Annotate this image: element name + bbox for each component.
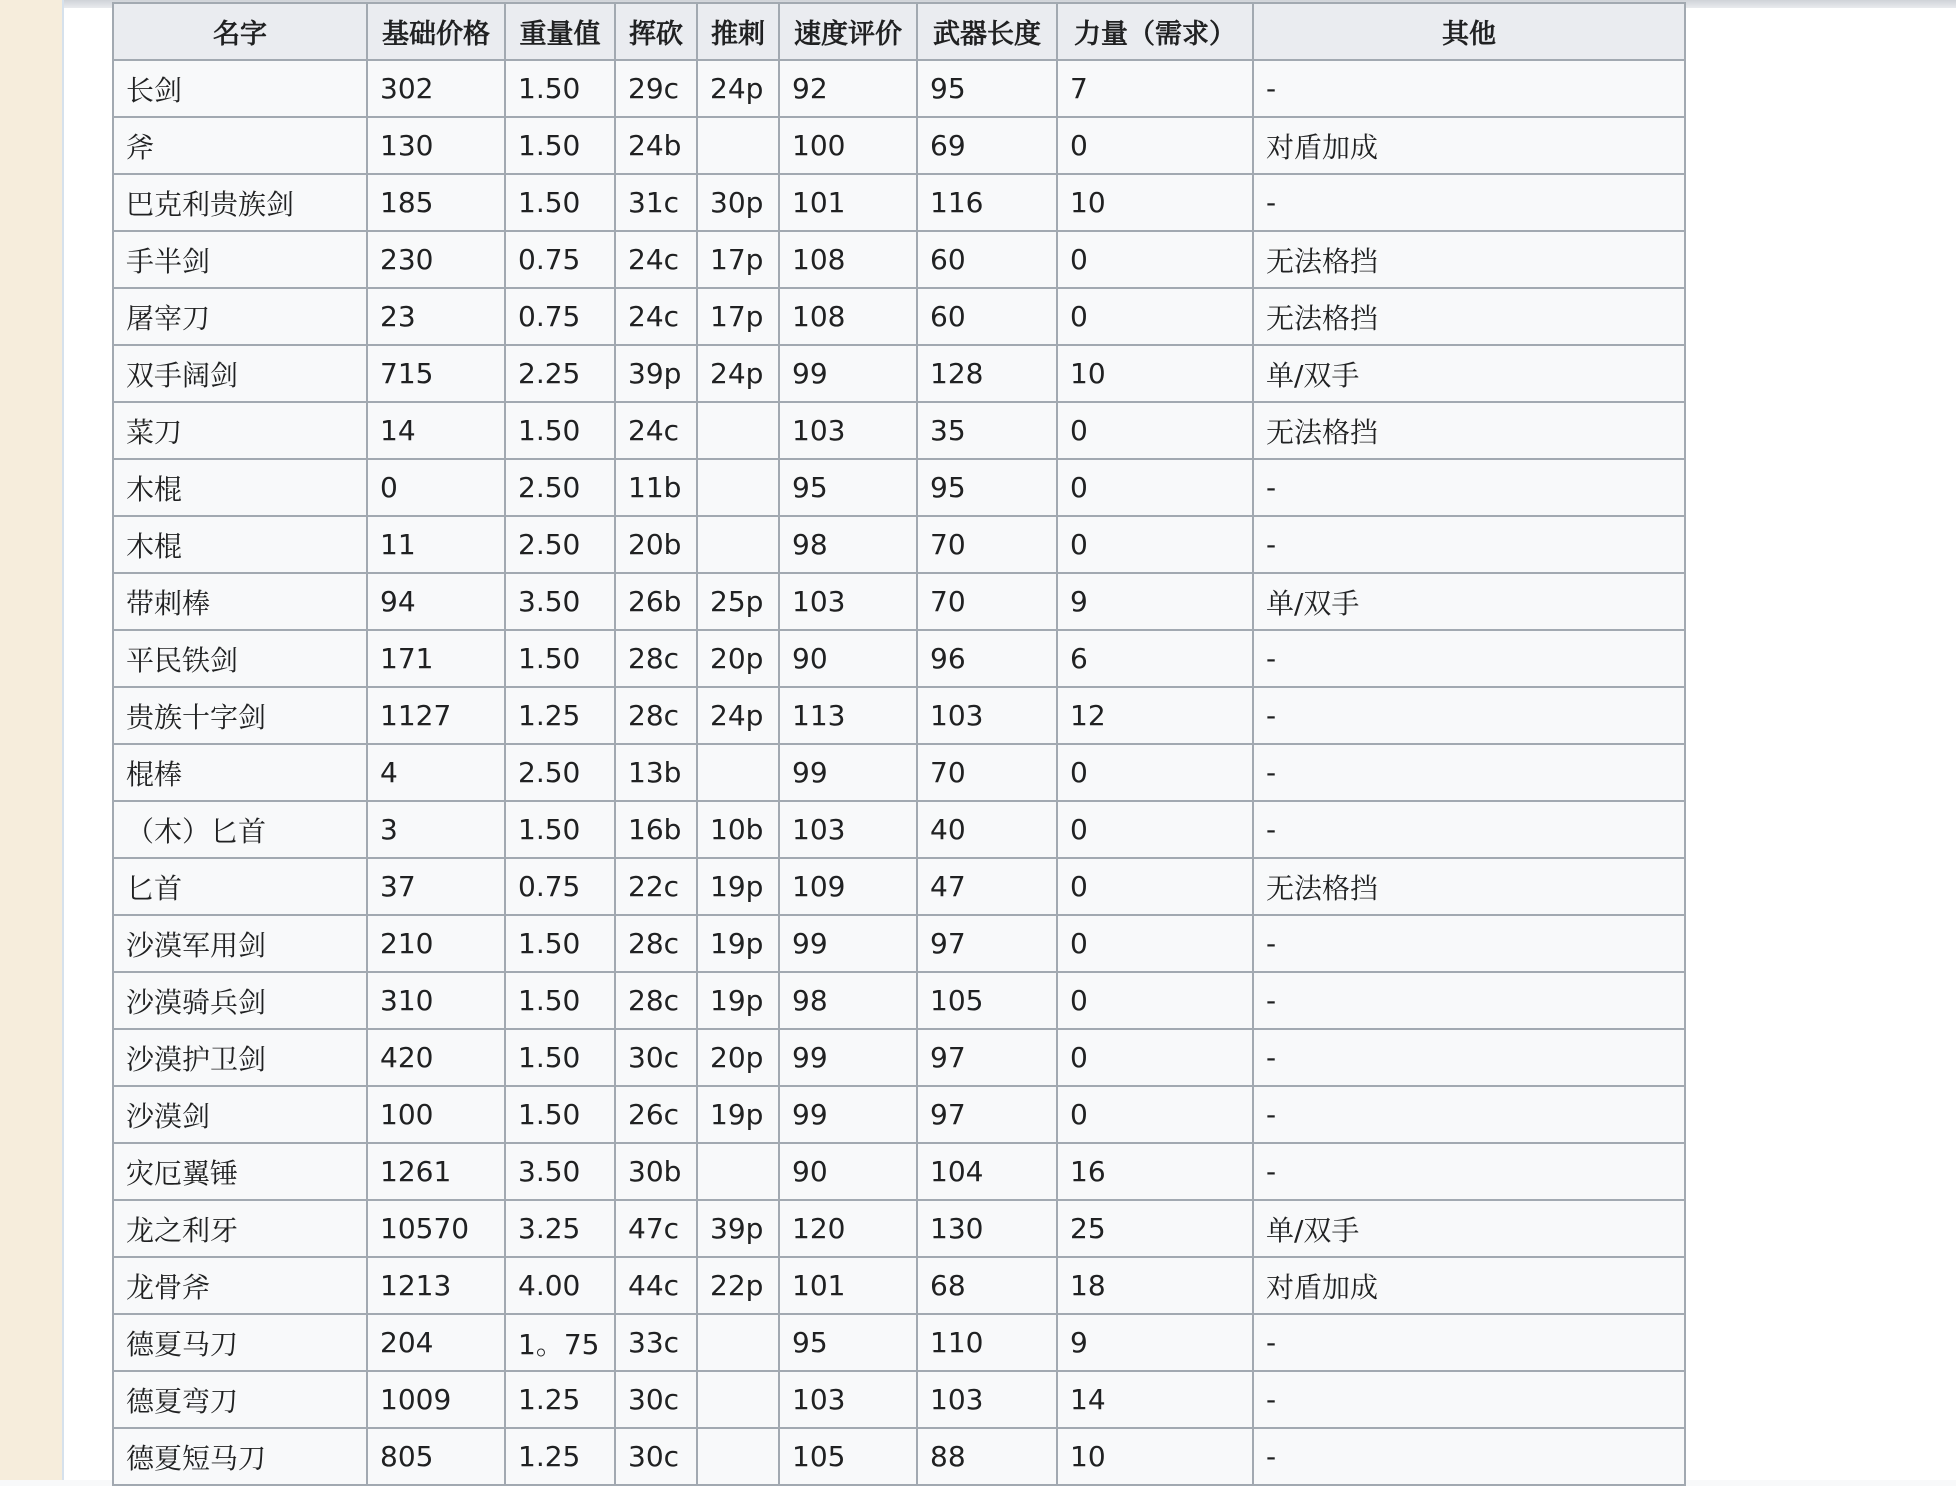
cell-speed: 105	[779, 1428, 917, 1485]
cell-length: 97	[917, 1029, 1057, 1086]
cell-name: 德夏马刀	[113, 1314, 367, 1371]
cell-speed: 101	[779, 174, 917, 231]
cell-speed: 103	[779, 573, 917, 630]
cell-name: 菜刀	[113, 402, 367, 459]
cell-speed: 99	[779, 1086, 917, 1143]
cell-base-price: 23	[367, 288, 505, 345]
cell-weight: 1.50	[505, 630, 615, 687]
cell-name: 木棍	[113, 516, 367, 573]
table-row	[113, 345, 1685, 402]
cell-length: 70	[917, 744, 1057, 801]
cell-speed: 103	[779, 1371, 917, 1428]
table-body	[113, 60, 1685, 1485]
cell-name: 带刺棒	[113, 573, 367, 630]
cell-weight: 1.50	[505, 402, 615, 459]
cell-name: 灾厄翼锤	[113, 1143, 367, 1200]
cell-other: -	[1253, 801, 1685, 858]
cell-other: -	[1253, 972, 1685, 1029]
cell-name: 巴克利贵族剑	[113, 174, 367, 231]
cell-other: 单/双手	[1253, 573, 1685, 630]
cell-name: 龙之利牙	[113, 1200, 367, 1257]
column-header-length[interactable]: 武器长度	[917, 3, 1057, 60]
cell-thrust: 17p	[697, 231, 779, 288]
cell-weight: 1.50	[505, 1029, 615, 1086]
table-row	[113, 801, 1685, 858]
column-header-weight[interactable]: 重量值	[505, 3, 615, 60]
cell-other: -	[1253, 174, 1685, 231]
cell-thrust: 24p	[697, 687, 779, 744]
cell-length: 47	[917, 858, 1057, 915]
cell-length: 69	[917, 117, 1057, 174]
cell-base-price: 171	[367, 630, 505, 687]
cell-other: 单/双手	[1253, 1200, 1685, 1257]
cell-length: 88	[917, 1428, 1057, 1485]
cell-thrust: 20p	[697, 630, 779, 687]
cell-thrust	[697, 516, 779, 573]
column-header-strength[interactable]: 力量（需求）	[1057, 3, 1253, 60]
cell-weight: 3.25	[505, 1200, 615, 1257]
cell-speed: 108	[779, 231, 917, 288]
cell-weight: 1.25	[505, 1371, 615, 1428]
cell-base-price: 10570	[367, 1200, 505, 1257]
cell-swing: 30b	[615, 1143, 697, 1200]
cell-name: 棍棒	[113, 744, 367, 801]
cell-other: -	[1253, 1371, 1685, 1428]
cell-thrust: 10b	[697, 801, 779, 858]
cell-strength: 0	[1057, 117, 1253, 174]
cell-length: 40	[917, 801, 1057, 858]
cell-swing: 30c	[615, 1428, 697, 1485]
cell-length: 104	[917, 1143, 1057, 1200]
cell-swing: 28c	[615, 630, 697, 687]
cell-name: 木棍	[113, 459, 367, 516]
cell-thrust: 24p	[697, 60, 779, 117]
cell-weight: 2.50	[505, 459, 615, 516]
cell-swing: 31c	[615, 174, 697, 231]
cell-swing: 20b	[615, 516, 697, 573]
cell-name: 贵族十字剑	[113, 687, 367, 744]
cell-length: 68	[917, 1257, 1057, 1314]
cell-weight: 1.50	[505, 915, 615, 972]
cell-base-price: 4	[367, 744, 505, 801]
cell-length: 97	[917, 915, 1057, 972]
cell-thrust: 39p	[697, 1200, 779, 1257]
cell-strength: 0	[1057, 288, 1253, 345]
cell-base-price: 210	[367, 915, 505, 972]
cell-other: 无法格挡	[1253, 288, 1685, 345]
cell-speed: 113	[779, 687, 917, 744]
cell-thrust: 19p	[697, 858, 779, 915]
table-row	[113, 1371, 1685, 1428]
cell-speed: 103	[779, 402, 917, 459]
table-row	[113, 516, 1685, 573]
cell-speed: 109	[779, 858, 917, 915]
cell-other: -	[1253, 459, 1685, 516]
cell-swing: 29c	[615, 60, 697, 117]
cell-swing: 47c	[615, 1200, 697, 1257]
cell-weight: 1.25	[505, 1428, 615, 1485]
table-row	[113, 744, 1685, 801]
cell-swing: 24c	[615, 402, 697, 459]
cell-speed: 90	[779, 1143, 917, 1200]
left-sidebar-rail	[0, 0, 62, 1480]
cell-weight: 1.50	[505, 972, 615, 1029]
cell-swing: 44c	[615, 1257, 697, 1314]
cell-name: 沙漠军用剑	[113, 915, 367, 972]
table-row	[113, 402, 1685, 459]
cell-name: 平民铁剑	[113, 630, 367, 687]
cell-strength: 0	[1057, 1086, 1253, 1143]
cell-strength: 0	[1057, 1029, 1253, 1086]
cell-other: 对盾加成	[1253, 117, 1685, 174]
cell-swing: 30c	[615, 1029, 697, 1086]
cell-weight: 1.50	[505, 174, 615, 231]
cell-length: 96	[917, 630, 1057, 687]
cell-swing: 30c	[615, 1371, 697, 1428]
cell-strength: 16	[1057, 1143, 1253, 1200]
cell-speed: 98	[779, 972, 917, 1029]
cell-thrust	[697, 402, 779, 459]
cell-weight: 1.50	[505, 1086, 615, 1143]
table-row	[113, 687, 1685, 744]
cell-speed: 101	[779, 1257, 917, 1314]
cell-base-price: 204	[367, 1314, 505, 1371]
cell-strength: 9	[1057, 573, 1253, 630]
cell-speed: 103	[779, 801, 917, 858]
cell-name: 屠宰刀	[113, 288, 367, 345]
cell-strength: 12	[1057, 687, 1253, 744]
cell-other: 单/双手	[1253, 345, 1685, 402]
cell-weight: 2.50	[505, 744, 615, 801]
cell-length: 97	[917, 1086, 1057, 1143]
table-row	[113, 288, 1685, 345]
cell-weight: 4.00	[505, 1257, 615, 1314]
cell-strength: 6	[1057, 630, 1253, 687]
cell-base-price: 230	[367, 231, 505, 288]
cell-strength: 0	[1057, 915, 1253, 972]
cell-length: 95	[917, 60, 1057, 117]
cell-length: 105	[917, 972, 1057, 1029]
cell-weight: 0.75	[505, 231, 615, 288]
cell-thrust: 30p	[697, 174, 779, 231]
cell-name: 龙骨斧	[113, 1257, 367, 1314]
cell-base-price: 1213	[367, 1257, 505, 1314]
cell-speed: 92	[779, 60, 917, 117]
cell-swing: 28c	[615, 915, 697, 972]
cell-swing: 24c	[615, 288, 697, 345]
cell-strength: 14	[1057, 1371, 1253, 1428]
cell-weight: 1.50	[505, 117, 615, 174]
cell-other: -	[1253, 1314, 1685, 1371]
cell-other: 无法格挡	[1253, 231, 1685, 288]
cell-swing: 22c	[615, 858, 697, 915]
table-row	[113, 459, 1685, 516]
cell-length: 110	[917, 1314, 1057, 1371]
cell-base-price: 130	[367, 117, 505, 174]
cell-thrust	[697, 1371, 779, 1428]
cell-speed: 90	[779, 630, 917, 687]
cell-other: 无法格挡	[1253, 858, 1685, 915]
cell-strength: 0	[1057, 231, 1253, 288]
cell-thrust: 19p	[697, 1086, 779, 1143]
cell-name: 斧	[113, 117, 367, 174]
cell-length: 95	[917, 459, 1057, 516]
cell-swing: 39p	[615, 345, 697, 402]
cell-other: -	[1253, 60, 1685, 117]
cell-length: 60	[917, 231, 1057, 288]
cell-strength: 0	[1057, 858, 1253, 915]
cell-name: 沙漠护卫剑	[113, 1029, 367, 1086]
cell-base-price: 310	[367, 972, 505, 1029]
cell-base-price: 11	[367, 516, 505, 573]
cell-base-price: 0	[367, 459, 505, 516]
cell-swing: 16b	[615, 801, 697, 858]
table-row	[113, 174, 1685, 231]
cell-speed: 99	[779, 345, 917, 402]
cell-base-price: 805	[367, 1428, 505, 1485]
cell-weight: 0.75	[505, 858, 615, 915]
cell-other: -	[1253, 687, 1685, 744]
cell-speed: 98	[779, 516, 917, 573]
cell-length: 60	[917, 288, 1057, 345]
column-header-swing[interactable]: 挥砍	[615, 3, 697, 60]
cell-swing: 33c	[615, 1314, 697, 1371]
cell-other: -	[1253, 516, 1685, 573]
cell-length: 116	[917, 174, 1057, 231]
cell-base-price: 715	[367, 345, 505, 402]
cell-other: -	[1253, 744, 1685, 801]
cell-speed: 95	[779, 1314, 917, 1371]
cell-weight: 2.25	[505, 345, 615, 402]
cell-base-price: 1261	[367, 1143, 505, 1200]
cell-swing: 11b	[615, 459, 697, 516]
cell-speed: 99	[779, 744, 917, 801]
cell-speed: 108	[779, 288, 917, 345]
column-header-name[interactable]: 名字	[113, 3, 367, 60]
cell-length: 103	[917, 687, 1057, 744]
table-row	[113, 1314, 1685, 1371]
table-container	[112, 2, 1686, 1486]
cell-base-price: 37	[367, 858, 505, 915]
cell-swing: 24c	[615, 231, 697, 288]
cell-speed: 99	[779, 1029, 917, 1086]
cell-weight: 0.75	[505, 288, 615, 345]
cell-thrust	[697, 1314, 779, 1371]
cell-base-price: 100	[367, 1086, 505, 1143]
cell-name: 德夏弯刀	[113, 1371, 367, 1428]
cell-swing: 24b	[615, 117, 697, 174]
cell-thrust	[697, 459, 779, 516]
table-row	[113, 573, 1685, 630]
column-header-thrust[interactable]: 推刺	[697, 3, 779, 60]
table-row	[113, 1257, 1685, 1314]
cell-thrust: 19p	[697, 915, 779, 972]
table-row	[113, 858, 1685, 915]
cell-strength: 18	[1057, 1257, 1253, 1314]
cell-base-price: 94	[367, 573, 505, 630]
cell-base-price: 1127	[367, 687, 505, 744]
cell-thrust	[697, 744, 779, 801]
cell-strength: 0	[1057, 744, 1253, 801]
column-header-speed[interactable]: 速度评价	[779, 3, 917, 60]
cell-strength: 7	[1057, 60, 1253, 117]
cell-base-price: 14	[367, 402, 505, 459]
cell-name: 双手阔剑	[113, 345, 367, 402]
cell-strength: 9	[1057, 1314, 1253, 1371]
cell-weight: 2.50	[505, 516, 615, 573]
table-row	[113, 972, 1685, 1029]
cell-swing: 28c	[615, 972, 697, 1029]
cell-strength: 10	[1057, 174, 1253, 231]
cell-weight: 3.50	[505, 573, 615, 630]
table-header-row	[113, 3, 1685, 60]
cell-thrust: 20p	[697, 1029, 779, 1086]
cell-length: 130	[917, 1200, 1057, 1257]
cell-swing: 28c	[615, 687, 697, 744]
column-header-other[interactable]: 其他	[1253, 3, 1685, 60]
cell-other: 无法格挡	[1253, 402, 1685, 459]
cell-thrust: 22p	[697, 1257, 779, 1314]
cell-thrust	[697, 117, 779, 174]
cell-thrust: 25p	[697, 573, 779, 630]
cell-swing: 26b	[615, 573, 697, 630]
table-row	[113, 915, 1685, 972]
cell-thrust: 17p	[697, 288, 779, 345]
cell-length: 70	[917, 573, 1057, 630]
cell-strength: 0	[1057, 459, 1253, 516]
cell-swing: 13b	[615, 744, 697, 801]
cell-length: 35	[917, 402, 1057, 459]
cell-name: 沙漠骑兵剑	[113, 972, 367, 1029]
cell-name: 匕首	[113, 858, 367, 915]
table-row	[113, 1086, 1685, 1143]
cell-weight: 1。75	[505, 1314, 615, 1371]
table-row	[113, 1428, 1685, 1485]
table-row	[113, 1200, 1685, 1257]
cell-swing: 26c	[615, 1086, 697, 1143]
table-row	[113, 1143, 1685, 1200]
cell-thrust	[697, 1428, 779, 1485]
cell-length: 128	[917, 345, 1057, 402]
cell-strength: 0	[1057, 801, 1253, 858]
table-row	[113, 1029, 1685, 1086]
cell-thrust: 19p	[697, 972, 779, 1029]
cell-length: 70	[917, 516, 1057, 573]
cell-name: 德夏短马刀	[113, 1428, 367, 1485]
table-row	[113, 231, 1685, 288]
cell-name: （木）匕首	[113, 801, 367, 858]
cell-base-price: 302	[367, 60, 505, 117]
table-row	[113, 60, 1685, 117]
cell-name: 手半剑	[113, 231, 367, 288]
cell-base-price: 420	[367, 1029, 505, 1086]
cell-weight: 1.50	[505, 801, 615, 858]
cell-strength: 0	[1057, 972, 1253, 1029]
weapons-table	[112, 2, 1686, 1486]
cell-thrust: 24p	[697, 345, 779, 402]
cell-other: -	[1253, 1029, 1685, 1086]
cell-length: 103	[917, 1371, 1057, 1428]
cell-speed: 95	[779, 459, 917, 516]
cell-weight: 3.50	[505, 1143, 615, 1200]
cell-speed: 99	[779, 915, 917, 972]
cell-strength: 10	[1057, 1428, 1253, 1485]
cell-weight: 1.50	[505, 60, 615, 117]
cell-other: -	[1253, 1086, 1685, 1143]
cell-base-price: 185	[367, 174, 505, 231]
cell-weight: 1.25	[505, 687, 615, 744]
cell-name: 长剑	[113, 60, 367, 117]
cell-other: -	[1253, 915, 1685, 972]
cell-speed: 100	[779, 117, 917, 174]
table-row	[113, 117, 1685, 174]
cell-strength: 25	[1057, 1200, 1253, 1257]
cell-name: 沙漠剑	[113, 1086, 367, 1143]
cell-strength: 0	[1057, 402, 1253, 459]
cell-strength: 0	[1057, 516, 1253, 573]
cell-thrust	[697, 1143, 779, 1200]
cell-base-price: 3	[367, 801, 505, 858]
cell-other: -	[1253, 1143, 1685, 1200]
cell-other: -	[1253, 630, 1685, 687]
cell-base-price: 1009	[367, 1371, 505, 1428]
cell-strength: 10	[1057, 345, 1253, 402]
table-row	[113, 630, 1685, 687]
cell-other: -	[1253, 1428, 1685, 1485]
cell-other: 对盾加成	[1253, 1257, 1685, 1314]
column-header-base-price[interactable]: 基础价格	[367, 3, 505, 60]
cell-speed: 120	[779, 1200, 917, 1257]
